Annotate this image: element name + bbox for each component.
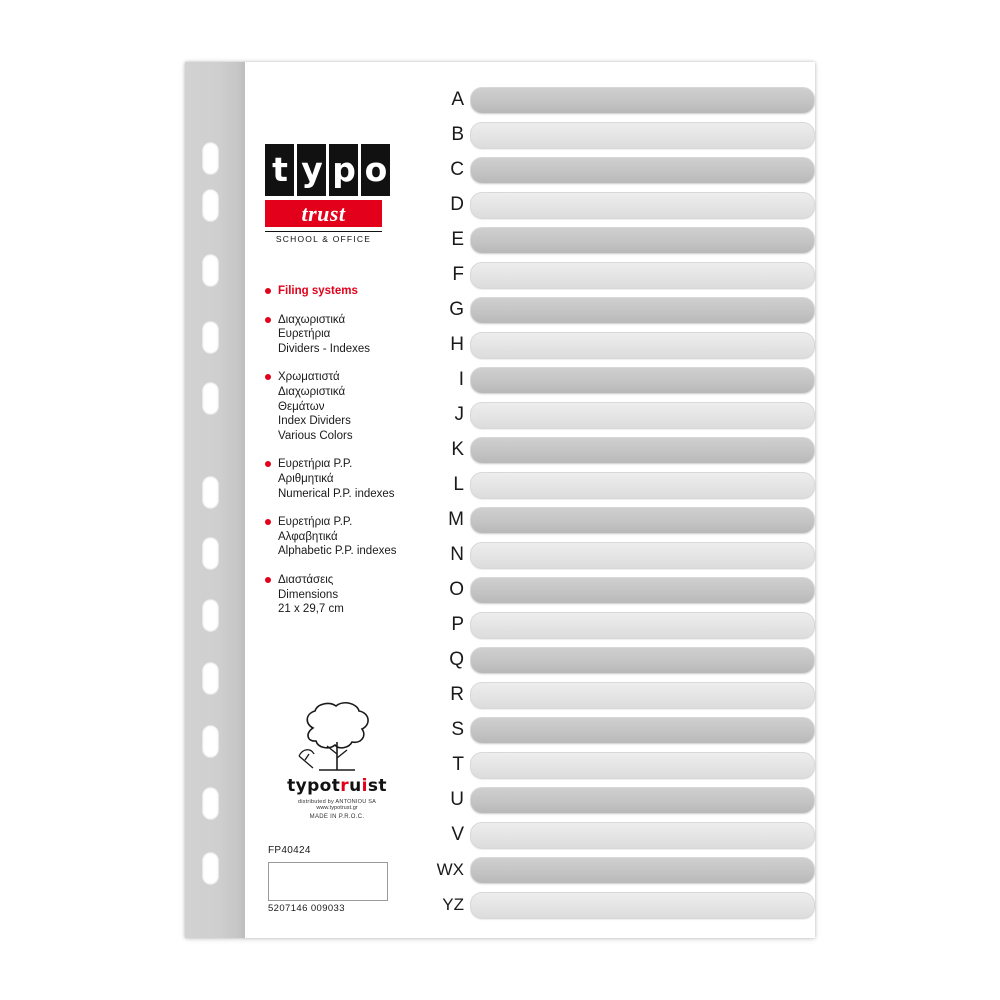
bullet-dot-icon bbox=[265, 461, 271, 467]
divider-row bbox=[422, 261, 815, 289]
divider-row bbox=[422, 401, 815, 429]
feature-item bbox=[265, 457, 413, 501]
bullet-dot-icon bbox=[265, 374, 271, 380]
divider-sheet bbox=[470, 402, 815, 429]
punch-hole bbox=[202, 321, 219, 354]
tab-label: S bbox=[451, 719, 464, 740]
divider-row bbox=[422, 191, 815, 219]
feature-line: Χρωματιστά bbox=[278, 371, 340, 384]
feature-line: Numerical P.P. indexes bbox=[278, 487, 395, 500]
divider-sheet bbox=[470, 892, 815, 919]
divider-sheet bbox=[470, 507, 815, 534]
feature-line: Διαχωριστικά bbox=[278, 385, 346, 398]
feature-line: Διαχωριστικά bbox=[278, 313, 346, 326]
tab-label: I bbox=[458, 369, 464, 390]
logo-letter-t: t bbox=[265, 144, 294, 196]
feature-line: Various Colors bbox=[278, 429, 353, 442]
tab-label: P bbox=[451, 614, 464, 635]
tab-label: C bbox=[450, 159, 464, 180]
divider-row bbox=[422, 366, 815, 394]
divider-sheet bbox=[470, 227, 815, 254]
tab-label: A bbox=[451, 89, 464, 110]
feature-line: Ευρετήρια P.P. bbox=[278, 516, 353, 529]
divider-sheet bbox=[470, 717, 815, 744]
divider-sheet bbox=[470, 262, 815, 289]
divider-row bbox=[422, 611, 815, 639]
feature-line: 21 x 29,7 cm bbox=[278, 603, 344, 616]
brand-logo bbox=[265, 144, 393, 244]
tab-label: D bbox=[450, 194, 464, 215]
divider-row bbox=[422, 856, 815, 884]
divider-row bbox=[422, 576, 815, 604]
divider-sheet bbox=[470, 542, 815, 569]
divider-row bbox=[422, 891, 815, 919]
tab-label: V bbox=[451, 824, 464, 845]
feature-item bbox=[265, 573, 413, 617]
tab-label: T bbox=[452, 754, 464, 775]
divider-sheet bbox=[470, 297, 815, 324]
tree-icon bbox=[283, 698, 391, 774]
punch-hole bbox=[202, 142, 219, 175]
feature-line: Ευρετήρια P.P. bbox=[278, 458, 353, 471]
punch-hole bbox=[202, 725, 219, 758]
punch-hole bbox=[202, 189, 219, 222]
feature-line: Ευρετήρια bbox=[278, 328, 331, 341]
ean-number: 5207146 009033 bbox=[268, 903, 345, 914]
divider-sheet bbox=[470, 157, 815, 184]
emblem-letter-r: r bbox=[340, 776, 350, 796]
logo-letter-y: y bbox=[297, 144, 326, 196]
brand-wordmark-trust: trust bbox=[265, 200, 382, 227]
divider-sheet bbox=[470, 472, 815, 499]
tab-label: F bbox=[452, 264, 464, 285]
tab-label: YZ bbox=[442, 895, 464, 914]
divider-row bbox=[422, 121, 815, 149]
tab-label: WX bbox=[436, 860, 464, 879]
divider-sheet bbox=[470, 682, 815, 709]
divider-row bbox=[422, 786, 815, 814]
feature-item bbox=[265, 313, 413, 357]
tab-label: N bbox=[450, 544, 464, 565]
divider-sheet bbox=[470, 437, 815, 464]
punch-hole bbox=[202, 787, 219, 820]
bullet-dot-icon bbox=[265, 519, 271, 525]
divider-sheet bbox=[470, 192, 815, 219]
emblem-distributor: distributed by ANTONIOU SA bbox=[297, 799, 377, 805]
brand-tagline: SCHOOL & OFFICE bbox=[265, 231, 382, 244]
feature-list bbox=[265, 284, 413, 631]
tab-label: J bbox=[454, 404, 464, 425]
emblem-website: www.typotrust.gr bbox=[316, 805, 358, 811]
emblem-made-in: MADE IN P.R.O.C. bbox=[309, 814, 365, 820]
divider-tabs bbox=[422, 62, 815, 938]
tab-label: R bbox=[450, 684, 464, 705]
tab-label: U bbox=[450, 789, 464, 810]
divider-sheet bbox=[470, 857, 815, 884]
divider-row bbox=[422, 646, 815, 674]
divider-sheet bbox=[470, 752, 815, 779]
tab-label: O bbox=[449, 579, 464, 600]
divider-row bbox=[422, 541, 815, 569]
punch-hole bbox=[202, 852, 219, 885]
feature-line: Θεμάτων bbox=[278, 400, 325, 413]
tab-label: M bbox=[448, 509, 464, 530]
tab-label: E bbox=[451, 229, 464, 250]
divider-row bbox=[422, 681, 815, 709]
punch-hole bbox=[202, 382, 219, 415]
divider-sheet bbox=[470, 122, 815, 149]
feature-line: Αριθμητικά bbox=[278, 472, 334, 485]
tree-emblem bbox=[267, 698, 407, 820]
divider-row bbox=[422, 751, 815, 779]
bullet-dot-icon bbox=[265, 288, 271, 294]
bullet-dot-icon bbox=[265, 577, 271, 583]
feature-line: Διαστάσεις bbox=[278, 573, 334, 586]
punch-hole bbox=[202, 254, 219, 287]
divider-sheet bbox=[470, 612, 815, 639]
punched-plastic-strip bbox=[185, 62, 245, 938]
divider-row bbox=[422, 331, 815, 359]
feature-line: Index Dividers bbox=[278, 415, 351, 428]
punch-hole bbox=[202, 599, 219, 632]
tab-label: K bbox=[451, 439, 464, 460]
feature-line: Dividers - Indexes bbox=[278, 342, 371, 355]
tab-label: L bbox=[453, 474, 464, 495]
feature-line: Dimensions bbox=[278, 588, 339, 601]
barcode-placeholder bbox=[268, 862, 388, 901]
bullet-dot-icon bbox=[265, 317, 271, 323]
emblem-wordmark: typotruist bbox=[287, 776, 387, 796]
divider-row bbox=[422, 716, 815, 744]
tab-label: H bbox=[450, 334, 464, 355]
divider-row bbox=[422, 86, 815, 114]
divider-sheet bbox=[470, 577, 815, 604]
cover-card bbox=[245, 62, 423, 938]
feature-item bbox=[265, 515, 413, 559]
emblem-letter-i: i bbox=[361, 776, 368, 796]
feature-item bbox=[265, 284, 413, 299]
feature-line: Alphabetic P.P. indexes bbox=[278, 545, 397, 558]
divider-row bbox=[422, 436, 815, 464]
divider-sheet bbox=[470, 87, 815, 114]
product-code: FP40424 bbox=[268, 845, 311, 856]
punch-hole bbox=[202, 476, 219, 509]
feature-line: Αλφαβητικά bbox=[278, 530, 338, 543]
divider-sheet bbox=[470, 647, 815, 674]
divider-sheet bbox=[470, 822, 815, 849]
tab-label: G bbox=[449, 299, 464, 320]
feature-line: Filing systems bbox=[278, 285, 358, 297]
divider-row bbox=[422, 506, 815, 534]
divider-sheet bbox=[470, 332, 815, 359]
divider-row bbox=[422, 296, 815, 324]
logo-letter-p: p bbox=[329, 144, 358, 196]
divider-row bbox=[422, 156, 815, 184]
punch-hole bbox=[202, 537, 219, 570]
divider-row bbox=[422, 471, 815, 499]
divider-row bbox=[422, 821, 815, 849]
product-image bbox=[185, 62, 815, 938]
tab-label: B bbox=[451, 124, 464, 145]
tab-label: Q bbox=[449, 649, 464, 670]
divider-sheet bbox=[470, 367, 815, 394]
feature-item bbox=[265, 370, 413, 443]
punch-hole bbox=[202, 662, 219, 695]
logo-letter-o: o bbox=[361, 144, 390, 196]
divider-sheet bbox=[470, 787, 815, 814]
brand-wordmark-typo bbox=[265, 144, 393, 196]
divider-row bbox=[422, 226, 815, 254]
